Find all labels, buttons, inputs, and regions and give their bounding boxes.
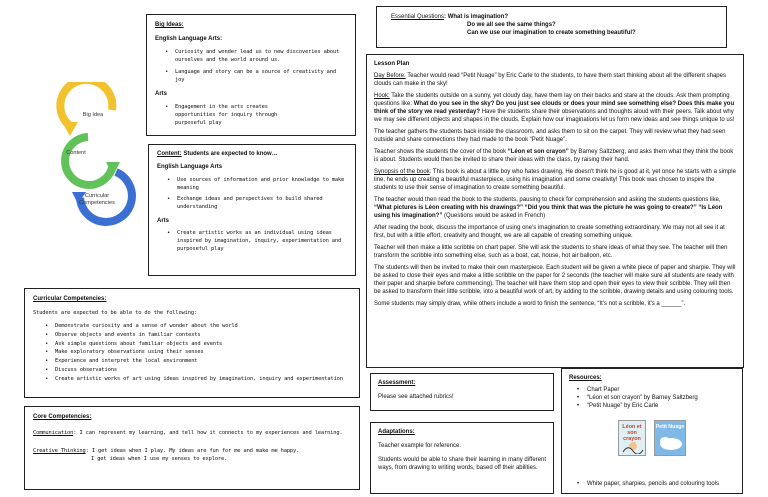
lesson-read xyxy=(374,196,736,220)
core-communication-text: : I can represent my learning, and tell how it connects to my experiences and learning. xyxy=(73,430,343,436)
lesson-students: The students will then be invited to make their own masterpiece. Each student will be given a white piece of paper and sharpie. They will be asked to close their eyes and make a little scribble on the paper for 2 seconds (the teacher will make sure all students are ready with their paper and sharpie before commencing). The teacher will have them stop and open their eyes to view their scribble. They will then be asked to transform their little scribble, into a beautiful work of art, by adding to the scribble, drawing details and using colouring tools. xyxy=(374,265,736,295)
list-item: • Observe objects and events in familiar contexts xyxy=(41,331,351,340)
hook-label: Hook: xyxy=(374,93,390,99)
core-creative-thinking xyxy=(33,447,351,455)
lesson-title: Lesson Plan xyxy=(374,61,410,67)
list-item: • Chart Paper xyxy=(573,386,735,394)
core-communication-label: Communication xyxy=(33,430,74,436)
essential-questions-box xyxy=(376,6,727,48)
list-item: • Ask simple questions about familiar objects and events xyxy=(41,340,351,349)
curricular-list xyxy=(41,322,351,384)
list-item: • “Léon et son crayon” by Barney Saltzberg xyxy=(573,394,735,402)
read-bold: “What pictures is Léon creating with his drawings?” “Did you think that was the picture he was going to create?” “Is Léon using his imagination?” xyxy=(374,205,723,219)
resources-list xyxy=(573,386,735,410)
list-item: • White paper, sharpies, pencils and colouring tools xyxy=(573,480,719,488)
lesson-gather: The teacher gathers the students back inside the classroom, and asks them to sit on the carpet. They will review what they had seen outside and share connections they had made to the book “Petit Nuage”. xyxy=(374,129,726,143)
content-title-prefix: Content: xyxy=(157,151,182,157)
assessment-box xyxy=(370,373,554,411)
lesson-cover xyxy=(374,148,736,164)
core-communication xyxy=(33,429,351,437)
day-before-label: Day Before: xyxy=(374,73,406,79)
cover-nuage-illustration xyxy=(655,432,686,454)
essential-q1-row xyxy=(391,13,716,21)
list-item: • Engagement in the arts creates opportunities for inquiry through purposeful play xyxy=(161,103,287,127)
assessment-title: Assessment: xyxy=(378,380,416,386)
content-lang-heading: English Language Arts xyxy=(157,164,223,170)
content-box xyxy=(148,144,356,276)
content-title-rest: Students are expected to know… xyxy=(181,151,278,157)
content-arts-list xyxy=(163,229,347,253)
essential-q3: Can we use our imagination to create something beautiful? xyxy=(467,30,636,36)
big-ideas-lang-heading: English Language Arts: xyxy=(155,36,223,42)
cloud-puff xyxy=(660,437,670,445)
synopsis-label: Synopsis of the book xyxy=(374,169,430,175)
lesson-after: After reading the book, discuss the importance of using one's imagination to create something extraordinary. We may not all see it at first, but with a little effort, creativity and thought, we are all capable of creating something unique. xyxy=(374,225,725,239)
cover-leon-illustration xyxy=(619,438,646,454)
cycle-label-content: Content xyxy=(66,150,86,156)
adaptations-title: Adaptations: xyxy=(378,429,415,435)
core-title: Core Competencies: xyxy=(33,414,92,420)
essential-label: Essential Questions xyxy=(391,14,445,20)
curricular-title: Curricular Competencies: xyxy=(33,296,107,302)
lesson-synopsis xyxy=(374,168,736,192)
list-item: • Curiosity and wonder lead us to new discoveries about ourselves and the world around us. xyxy=(161,48,347,64)
content-lang-list xyxy=(163,176,347,211)
resources-box xyxy=(561,368,743,494)
list-item: • Create artistic works of art using ideas inspired by imagination, inquiry and experimentation xyxy=(41,375,351,384)
list-item: • Discuss observations xyxy=(41,366,351,375)
big-ideas-arts-heading: Arts xyxy=(155,91,168,97)
hook-text2: Have the students share their observations and thoughts aloud with their peers. Talk about why we may see different objects and shapes in the clouds. Explain how our imaginations let us form new ideas and see things unique to us! xyxy=(374,109,735,123)
list-item: • Language and story can be a source of creativity and joy xyxy=(161,68,347,84)
lesson-hook xyxy=(374,92,736,124)
content-arts-heading: Arts xyxy=(157,218,170,224)
cycle-label-competencies: Curricular Competencies xyxy=(79,193,115,206)
cycle-label-big-idea: Big Idea xyxy=(82,112,104,118)
lesson-day-before xyxy=(374,72,736,88)
cover-text2: by Barney Saltzberg, and asks them what they think the book is about. Students would then be invited to share their ideas with the class, by raising their hand. xyxy=(374,149,734,163)
read-text2: (Questions would be asked in French) xyxy=(442,213,546,219)
core-creative-label: Creative Thinking xyxy=(33,448,86,454)
content-title xyxy=(157,150,347,158)
synopsis-text: : This book is about a little boy who hates drawing. He doesn't think he is good at it, yet once he starts with a simple line, he ends up creating a beautiful masterpiece, using his imagination and some creativity! This book was chosen to inspire the students to use their sense of imagination to create something beautiful. xyxy=(374,169,736,191)
big-ideas-arts-list xyxy=(161,103,347,127)
read-text1: The teacher would then read the book to the students, pausing to check for comprehension and asking the students questions like, xyxy=(374,197,721,203)
cover-nuage-title: Petit Nuage xyxy=(655,424,685,430)
resources-title: Resources: xyxy=(569,375,602,381)
day-before-text: Teacher would read “Petit Nuage” by Eric Carle to the students, to have them start thinking about all the different shapes clouds can make in the sky! xyxy=(374,73,726,87)
big-ideas-title: Big Ideas: xyxy=(155,22,184,28)
core-creative-text2: I get ideas when I use my senses to explore. xyxy=(91,456,228,462)
cover-leon-title: Léon et son crayon xyxy=(622,424,642,442)
essential-q2: Do we all see the same things? xyxy=(467,22,556,28)
curricular-competencies-box xyxy=(24,288,360,398)
core-competencies-box xyxy=(24,406,360,490)
big-idea-arc xyxy=(60,82,112,126)
cover-bold: “Léon et son crayon” xyxy=(507,149,569,155)
adaptations-p1: Teacher example for reference. xyxy=(378,443,462,449)
cover-text1: Teacher shows the students the cover of the book xyxy=(374,149,508,155)
adaptations-p2: Students would be able to share their learning in many different ways, from drawing to writing words, based off their abilities. xyxy=(378,457,546,471)
hook-text1: Take the students outside on a sunny, yet cloudy day, have them lay on their backs and stare at the clouds. Ask them prompting questions like: xyxy=(374,93,730,107)
essential-q1: : What is imagination? xyxy=(444,14,509,20)
list-item: • Exchange ideas and perspectives to build shared understanding xyxy=(163,195,347,211)
big-idea-arrowhead xyxy=(62,122,78,136)
lesson-scribble: Teacher will then make a little scribble on chart paper. She will ask the students to share ideas of what they see. The teacher will then transform the scribble into something else, such as a boat, cat, house, hot air balloon, etc. xyxy=(374,245,728,259)
cycle-diagram xyxy=(40,82,152,234)
core-creative-text1: : I get ideas when I play. My ideas are fun for me and make me happy. xyxy=(85,448,300,454)
hook-bold: What do you see in the sky? Do you just see clouds or does your mind see something else? Does this make you think of the story we read yesterday? xyxy=(374,101,735,115)
list-item: • Demonstrate curiosity and a sense of wonder about the world xyxy=(41,322,351,331)
list-item: • Experience and interpret the local environment xyxy=(41,357,351,366)
book-cover-leon xyxy=(618,420,646,456)
list-item: • “Petit Nuage” by Eric Carle xyxy=(573,402,735,410)
curricular-intro: Students are expected to be able to do the following: xyxy=(33,310,198,316)
lesson-plan-box xyxy=(366,54,744,368)
lesson-some: Some students may simply draw, while others include a word to finish the sentence, “It's not a scribble, it's a ______”. xyxy=(374,301,686,307)
content-arc xyxy=(65,137,112,185)
adaptations-box xyxy=(370,422,554,494)
list-item: • Use sources of information and prior knowledge to make meaning xyxy=(163,176,347,192)
list-item: • Create artistic works as an individual using ideas inspired by imagination, inquiry, experimentation and purposeful play xyxy=(163,229,347,253)
resources-footer-list xyxy=(573,480,719,488)
book-cover-petit-nuage xyxy=(654,420,686,456)
assessment-text: Please see attached rubrics! xyxy=(378,394,454,400)
list-item: • Make exploratory observations using their senses xyxy=(41,348,351,357)
big-ideas-box xyxy=(146,14,356,136)
big-ideas-lang-list xyxy=(161,48,347,84)
